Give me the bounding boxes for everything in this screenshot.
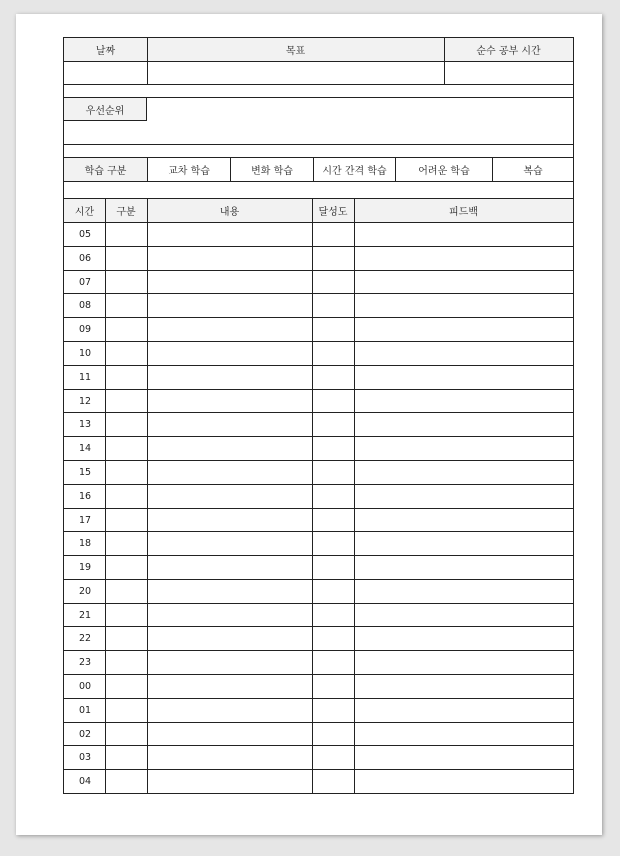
hour-cell: 21 bbox=[79, 609, 92, 621]
hour-cell: 08 bbox=[79, 299, 92, 311]
table-row bbox=[64, 531, 573, 555]
table-row bbox=[64, 341, 573, 365]
feedback-cell[interactable] bbox=[355, 460, 573, 484]
table-row bbox=[64, 508, 573, 532]
content-cell[interactable] bbox=[148, 246, 312, 270]
content-cell[interactable] bbox=[148, 365, 312, 389]
study-type-row bbox=[63, 157, 574, 182]
hour-cell: 09 bbox=[79, 323, 92, 335]
content-cell[interactable] bbox=[148, 769, 312, 793]
category-cell[interactable] bbox=[106, 508, 148, 532]
category-cell[interactable] bbox=[106, 246, 148, 270]
feedback-cell[interactable] bbox=[355, 698, 573, 722]
feedback-cell[interactable] bbox=[355, 674, 573, 698]
feedback-cell[interactable] bbox=[355, 722, 573, 746]
content-cell[interactable] bbox=[148, 626, 312, 650]
table-row bbox=[64, 603, 573, 627]
study-type-difficult[interactable]: 어려운 학습 bbox=[418, 166, 470, 177]
achievement-cell[interactable] bbox=[313, 222, 354, 246]
content-cell[interactable] bbox=[148, 674, 312, 698]
table-row bbox=[64, 293, 573, 317]
category-cell[interactable] bbox=[106, 317, 148, 341]
hourly-table bbox=[63, 198, 574, 794]
date-label: 날짜 bbox=[64, 38, 147, 61]
content-cell[interactable] bbox=[148, 317, 312, 341]
table-row bbox=[64, 650, 573, 674]
header-table bbox=[63, 37, 574, 85]
hour-cell: 19 bbox=[79, 561, 92, 573]
category-cell[interactable] bbox=[106, 579, 148, 603]
hour-cell: 00 bbox=[79, 680, 92, 692]
category-cell[interactable] bbox=[106, 341, 148, 365]
table-row bbox=[64, 270, 573, 294]
col-header-achievement: 달성도 bbox=[312, 199, 354, 222]
content-cell[interactable] bbox=[148, 603, 312, 627]
category-cell[interactable] bbox=[106, 650, 148, 674]
achievement-cell[interactable] bbox=[313, 698, 354, 722]
study-type-spaced[interactable]: 시간 간격 학습 bbox=[322, 166, 387, 177]
hour-cell: 04 bbox=[79, 775, 92, 787]
content-cell[interactable] bbox=[148, 222, 312, 246]
hour-cell: 10 bbox=[79, 347, 92, 359]
category-cell[interactable] bbox=[106, 603, 148, 627]
achievement-cell[interactable] bbox=[313, 389, 354, 413]
table-row bbox=[64, 698, 573, 722]
achievement-cell[interactable] bbox=[313, 579, 354, 603]
table-row bbox=[64, 769, 573, 793]
study-time-label: 순수 공부 시간 bbox=[444, 38, 573, 61]
category-cell[interactable] bbox=[106, 698, 148, 722]
hour-cell: 13 bbox=[79, 418, 92, 430]
goal-field[interactable] bbox=[148, 62, 444, 84]
spacer-row bbox=[63, 84, 574, 97]
table-row bbox=[64, 222, 573, 246]
category-cell[interactable] bbox=[106, 674, 148, 698]
achievement-cell[interactable] bbox=[313, 436, 354, 460]
hour-cell: 20 bbox=[79, 585, 92, 597]
hour-cell: 23 bbox=[79, 656, 92, 668]
hour-cell: 16 bbox=[79, 490, 92, 502]
category-cell[interactable] bbox=[106, 722, 148, 746]
achievement-cell[interactable] bbox=[313, 484, 354, 508]
study-type-variation[interactable]: 변화 학습 bbox=[251, 166, 293, 177]
feedback-cell[interactable] bbox=[355, 365, 573, 389]
table-row bbox=[64, 674, 573, 698]
priority-block bbox=[63, 97, 574, 145]
content-cell[interactable] bbox=[148, 531, 312, 555]
hour-cell: 11 bbox=[79, 371, 92, 383]
feedback-cell[interactable] bbox=[355, 341, 573, 365]
achievement-cell[interactable] bbox=[313, 531, 354, 555]
hour-cell: 03 bbox=[79, 751, 92, 763]
category-cell[interactable] bbox=[106, 436, 148, 460]
category-cell[interactable] bbox=[106, 531, 148, 555]
achievement-cell[interactable] bbox=[313, 460, 354, 484]
hour-cell: 02 bbox=[79, 728, 92, 740]
content-cell[interactable] bbox=[148, 722, 312, 746]
achievement-cell[interactable] bbox=[313, 674, 354, 698]
goal-label: 목표 bbox=[147, 38, 444, 61]
date-field[interactable] bbox=[64, 62, 147, 84]
category-cell[interactable] bbox=[106, 222, 148, 246]
content-cell[interactable] bbox=[148, 270, 312, 294]
spacer-row bbox=[63, 144, 574, 157]
content-cell[interactable] bbox=[148, 484, 312, 508]
table-row bbox=[64, 389, 573, 413]
feedback-cell[interactable] bbox=[355, 222, 573, 246]
category-cell[interactable] bbox=[106, 389, 148, 413]
feedback-cell[interactable] bbox=[355, 508, 573, 532]
achievement-cell[interactable] bbox=[313, 412, 354, 436]
content-cell[interactable] bbox=[148, 579, 312, 603]
category-cell[interactable] bbox=[106, 365, 148, 389]
achievement-cell[interactable] bbox=[313, 769, 354, 793]
study-type-cross[interactable]: 교차 학습 bbox=[168, 166, 210, 177]
table-row bbox=[64, 745, 573, 769]
feedback-cell[interactable] bbox=[355, 745, 573, 769]
feedback-cell[interactable] bbox=[355, 270, 573, 294]
hour-cell: 07 bbox=[79, 276, 92, 288]
feedback-cell[interactable] bbox=[355, 293, 573, 317]
hour-cell: 22 bbox=[79, 632, 92, 644]
table-row bbox=[64, 317, 573, 341]
category-cell[interactable] bbox=[106, 293, 148, 317]
planner-page bbox=[16, 14, 602, 835]
hour-cell: 01 bbox=[79, 704, 92, 716]
table-row bbox=[64, 365, 573, 389]
content-cell[interactable] bbox=[148, 508, 312, 532]
spacer-row bbox=[63, 181, 574, 198]
achievement-cell[interactable] bbox=[313, 365, 354, 389]
achievement-cell[interactable] bbox=[313, 745, 354, 769]
category-cell[interactable] bbox=[106, 460, 148, 484]
content-cell[interactable] bbox=[148, 293, 312, 317]
feedback-cell[interactable] bbox=[355, 769, 573, 793]
study-type-review[interactable]: 복습 bbox=[523, 166, 543, 177]
category-cell[interactable] bbox=[106, 745, 148, 769]
achievement-cell[interactable] bbox=[313, 246, 354, 270]
feedback-cell[interactable] bbox=[355, 531, 573, 555]
achievement-cell[interactable] bbox=[313, 293, 354, 317]
table-row bbox=[64, 579, 573, 603]
content-cell[interactable] bbox=[148, 460, 312, 484]
table-row bbox=[64, 460, 573, 484]
achievement-cell[interactable] bbox=[313, 626, 354, 650]
col-header-content: 내용 bbox=[147, 199, 312, 222]
category-cell[interactable] bbox=[106, 484, 148, 508]
table-row bbox=[64, 484, 573, 508]
hour-cell: 12 bbox=[79, 395, 92, 407]
col-header-category: 구분 bbox=[105, 199, 147, 222]
feedback-cell[interactable] bbox=[355, 555, 573, 579]
achievement-cell[interactable] bbox=[313, 341, 354, 365]
achievement-cell[interactable] bbox=[313, 317, 354, 341]
feedback-cell[interactable] bbox=[355, 484, 573, 508]
content-cell[interactable] bbox=[148, 436, 312, 460]
category-cell[interactable] bbox=[106, 769, 148, 793]
table-row bbox=[64, 246, 573, 270]
feedback-cell[interactable] bbox=[355, 603, 573, 627]
achievement-cell[interactable] bbox=[313, 555, 354, 579]
content-cell[interactable] bbox=[148, 698, 312, 722]
study-type-label: 학습 구분 bbox=[64, 158, 147, 181]
table-row bbox=[64, 436, 573, 460]
content-cell[interactable] bbox=[148, 412, 312, 436]
feedback-cell[interactable] bbox=[355, 317, 573, 341]
col-header-time: 시간 bbox=[64, 199, 105, 222]
achievement-cell[interactable] bbox=[313, 270, 354, 294]
feedback-cell[interactable] bbox=[355, 389, 573, 413]
category-cell[interactable] bbox=[106, 555, 148, 579]
feedback-cell[interactable] bbox=[355, 436, 573, 460]
achievement-cell[interactable] bbox=[313, 603, 354, 627]
category-cell[interactable] bbox=[106, 626, 148, 650]
feedback-cell[interactable] bbox=[355, 412, 573, 436]
feedback-cell[interactable] bbox=[355, 650, 573, 674]
content-cell[interactable] bbox=[148, 389, 312, 413]
hour-cell: 18 bbox=[79, 537, 92, 549]
achievement-cell[interactable] bbox=[313, 722, 354, 746]
content-cell[interactable] bbox=[148, 650, 312, 674]
hour-cell: 17 bbox=[79, 514, 92, 526]
content-cell[interactable] bbox=[148, 341, 312, 365]
table-row bbox=[64, 412, 573, 436]
hour-cell: 05 bbox=[79, 228, 92, 240]
table-row bbox=[64, 722, 573, 746]
feedback-cell[interactable] bbox=[355, 626, 573, 650]
content-cell[interactable] bbox=[148, 745, 312, 769]
achievement-cell[interactable] bbox=[313, 650, 354, 674]
feedback-cell[interactable] bbox=[355, 579, 573, 603]
priority-field[interactable] bbox=[148, 98, 573, 144]
feedback-cell[interactable] bbox=[355, 246, 573, 270]
priority-label: 우선순위 bbox=[64, 98, 147, 121]
table-row bbox=[64, 555, 573, 579]
category-cell[interactable] bbox=[106, 412, 148, 436]
study-time-field[interactable] bbox=[445, 62, 573, 84]
table-row bbox=[64, 626, 573, 650]
hour-cell: 06 bbox=[79, 252, 92, 264]
achievement-cell[interactable] bbox=[313, 508, 354, 532]
category-cell[interactable] bbox=[106, 270, 148, 294]
col-header-feedback: 피드백 bbox=[354, 199, 573, 222]
hour-cell: 15 bbox=[79, 466, 92, 478]
content-cell[interactable] bbox=[148, 555, 312, 579]
hour-cell: 14 bbox=[79, 442, 92, 454]
